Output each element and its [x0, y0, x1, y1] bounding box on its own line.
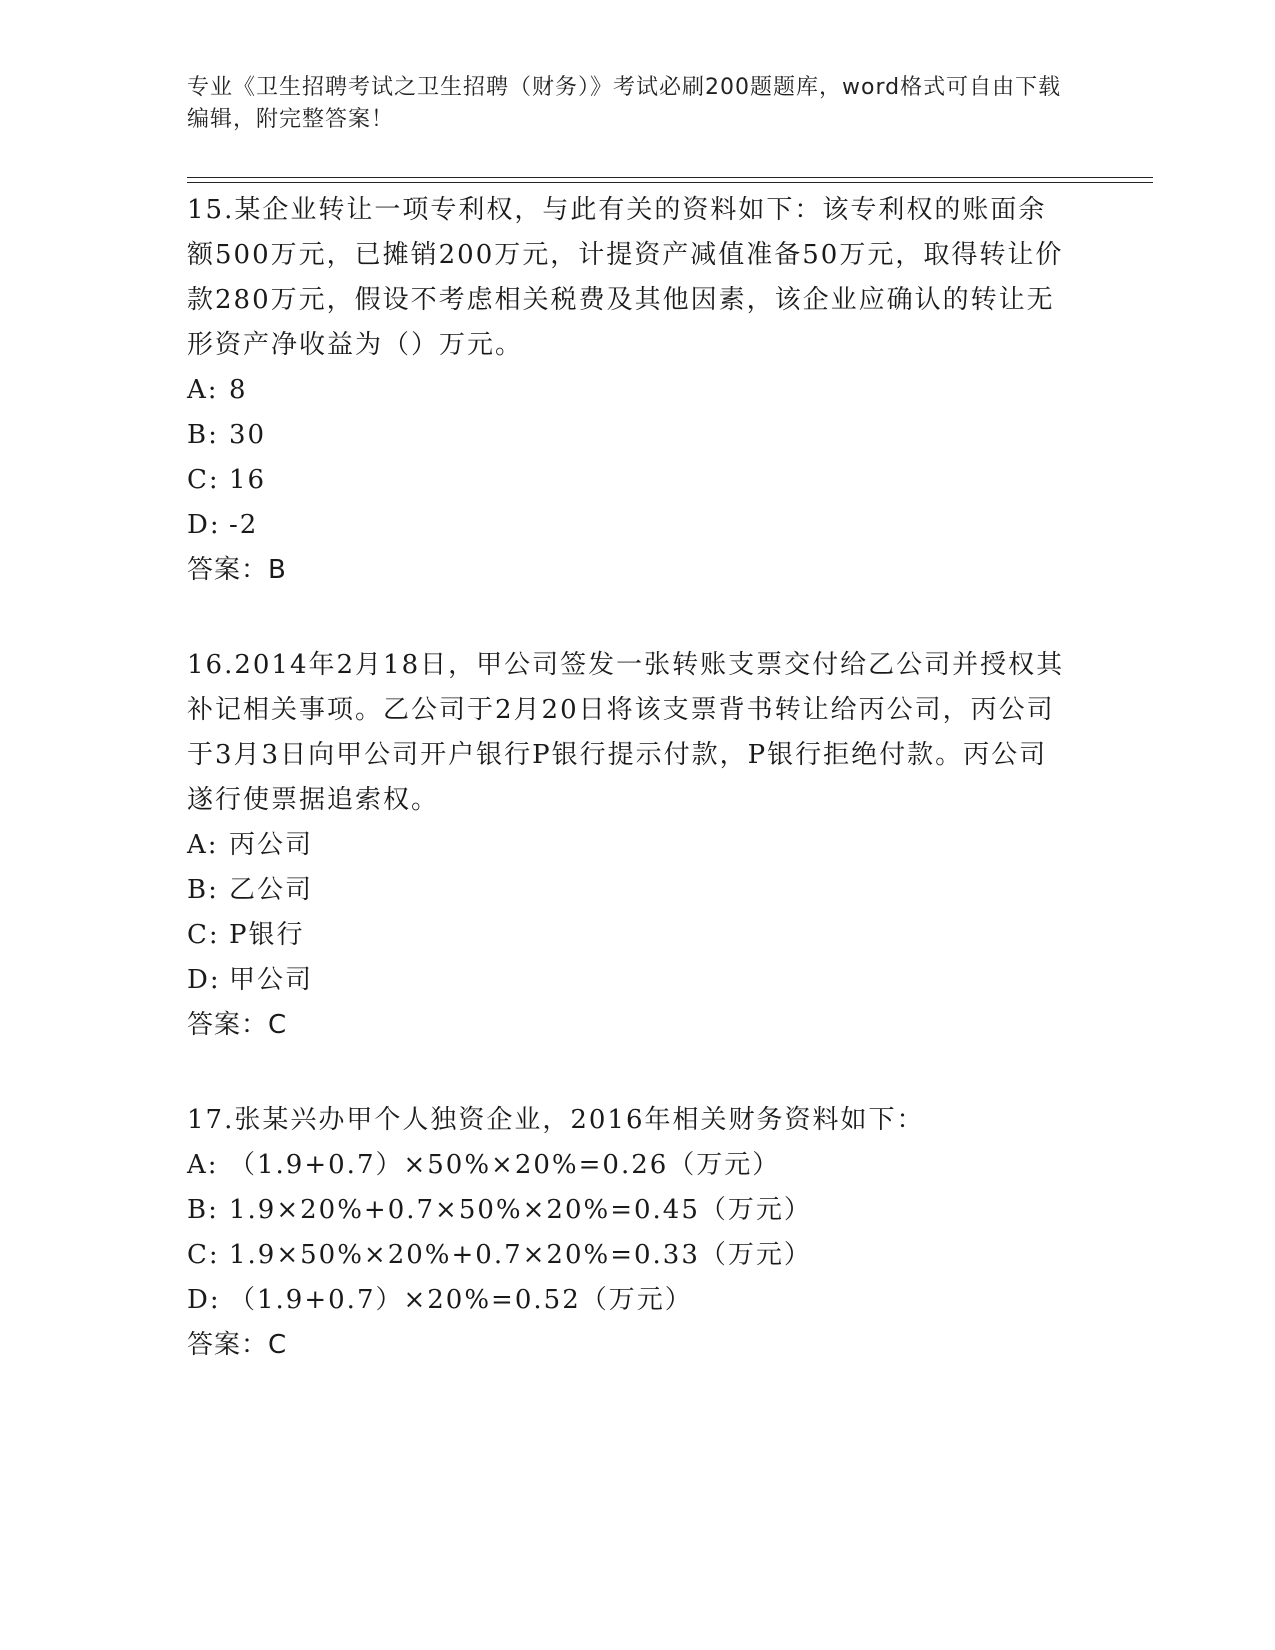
option-value: 甲公司 — [229, 965, 314, 995]
option-key: A: — [187, 1150, 219, 1180]
option-value: 8 — [229, 375, 248, 405]
option-d — [187, 1278, 1067, 1323]
option-key: A: — [187, 375, 219, 405]
question-text: 17.张某兴办甲个人独资企业，2016年相关财务资料如下： — [187, 1105, 925, 1135]
option-key: D: — [187, 965, 221, 995]
answer: 答案：C — [187, 1330, 288, 1360]
option-key: C: — [187, 1240, 220, 1270]
option-value: P银行 — [229, 920, 305, 950]
option-value: 乙公司 — [229, 875, 314, 905]
option-d — [187, 958, 1067, 1003]
option-key: C: — [187, 465, 220, 495]
option-b — [187, 1188, 1067, 1233]
question-17 — [187, 1098, 1067, 1368]
option-value: 1.9×50%×20%+0.7×20%=0.33（万元） — [229, 1240, 812, 1270]
option-b — [187, 868, 1067, 913]
option-a — [187, 823, 1067, 868]
option-key: D: — [187, 1285, 221, 1315]
option-key: B: — [187, 420, 219, 450]
option-value: 16 — [229, 465, 267, 495]
option-a — [187, 1143, 1067, 1188]
option-key: B: — [187, 875, 219, 905]
option-d — [187, 503, 1067, 548]
option-key: B: — [187, 1195, 219, 1225]
header-divider-bottom — [187, 182, 1153, 183]
option-key: C: — [187, 920, 220, 950]
option-value: 30 — [229, 420, 267, 450]
question-text: 16.2014年2月18日，甲公司签发一张转账支票交付给乙公司并授权其补记相关事项。乙公司于2月20日将该支票背书转让给丙公司，丙公司于3月3日向甲公司开户银行P银行提示付款，P银行拒绝付款。丙公司遂行使票据追索权。 — [187, 650, 1065, 815]
option-c — [187, 913, 1067, 958]
option-c — [187, 1233, 1067, 1278]
header-title: 专业《卫生招聘考试之卫生招聘（财务）》考试必刷200题题库，word格式可自由下载编辑，附完整答案！ — [187, 75, 1062, 132]
question-15 — [187, 188, 1067, 593]
option-value: -2 — [229, 510, 259, 540]
option-value: （1.9+0.7）×20%=0.52（万元） — [229, 1285, 693, 1315]
option-b — [187, 413, 1067, 458]
question-16 — [187, 643, 1067, 1048]
option-c — [187, 458, 1067, 503]
option-value: 1.9×20%+0.7×50%×20%=0.45（万元） — [229, 1195, 812, 1225]
question-text: 15.某企业转让一项专利权，与此有关的资料如下：该专利权的账面余额500万元，已摊销200万元，计提资产减值准备50万元，取得转让价款280万元，假设不考虑相关税费及其他因素，该企业应确认的转让无形资产净收益为（）万元。 — [187, 195, 1064, 360]
answer: 答案：C — [187, 1010, 288, 1040]
document-header — [187, 72, 1067, 136]
answer: 答案：B — [187, 555, 287, 585]
header-divider-top — [187, 177, 1153, 178]
option-a — [187, 368, 1067, 413]
option-value: （1.9+0.7）×50%×20%=0.26（万元） — [229, 1150, 781, 1180]
option-key: D: — [187, 510, 221, 540]
option-key: A: — [187, 830, 219, 860]
option-value: 丙公司 — [229, 830, 314, 860]
